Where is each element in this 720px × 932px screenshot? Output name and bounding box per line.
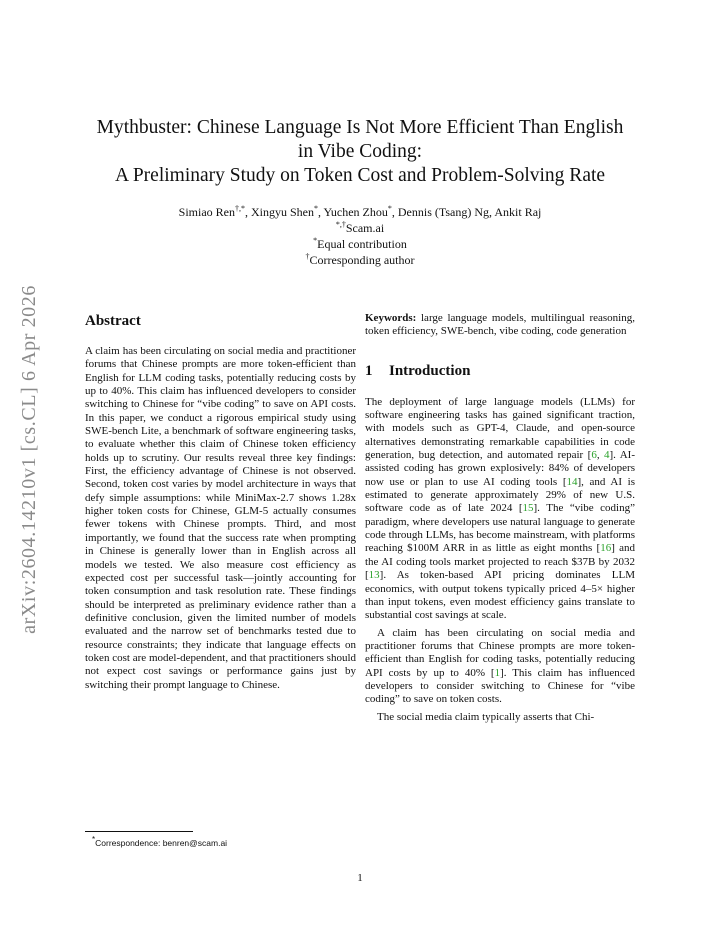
introduction-heading bbox=[365, 362, 635, 380]
author-4-5: Dennis (Tsang) Ng, Ankit Raj bbox=[397, 205, 542, 219]
footnote-divider bbox=[85, 831, 193, 832]
author-2: Xingyu Shen bbox=[250, 205, 314, 219]
title-line-2: in Vibe Coding: bbox=[297, 141, 423, 162]
section-number: 1 bbox=[365, 362, 373, 379]
author-list: Simiao Ren†,*, Xingyu Shen*, Yuchen Zhou*, Dennis (Tsang) Ng, Ankit Raj bbox=[178, 204, 542, 219]
title-line-1: Mythbuster: Chinese Language Is Not More Efficient Than English bbox=[96, 117, 624, 138]
left-column bbox=[85, 312, 356, 692]
intro-paragraph-2: A claim has been circulating on social media and practitioner forums that Chinese prompts are more token-efficient than English for coding tasks, potentially reducing API costs by up to 40% [1]. This claim has influenced developers to consider switching to Chinese for “vibe coding” to save on token costs. bbox=[365, 626, 636, 706]
footnote-mark: * bbox=[92, 835, 96, 845]
author-1-marks: †,* bbox=[234, 204, 245, 213]
citation-link[interactable]: 1 bbox=[494, 666, 501, 679]
citation-link[interactable]: 14 bbox=[566, 475, 578, 488]
page-number: 1 bbox=[357, 872, 363, 884]
citation-link[interactable]: 6 bbox=[591, 449, 597, 462]
arxiv-id-text: arXiv:2604.14210v1 [cs.CL] 6 Apr 2026 bbox=[17, 284, 40, 634]
affiliation bbox=[80, 220, 640, 236]
citation-link[interactable]: 15 bbox=[522, 502, 534, 515]
abstract-heading: Abstract bbox=[85, 313, 141, 329]
author-1: Simiao Ren bbox=[178, 205, 235, 219]
affiliation-org: Scam.ai bbox=[345, 221, 385, 235]
equal-contribution-note: *Equal contribution bbox=[313, 236, 407, 251]
title-line-3: A Preliminary Study on Token Cost and Problem-Solving Rate bbox=[114, 165, 606, 186]
keywords-label: Keywords: bbox=[365, 312, 417, 324]
right-column bbox=[365, 312, 635, 724]
footnote bbox=[92, 835, 228, 848]
title-block bbox=[80, 116, 640, 268]
author-3: Yuchen Zhou bbox=[323, 205, 388, 219]
section-title: Introduction bbox=[389, 362, 471, 379]
paper-title bbox=[80, 116, 640, 188]
keywords-text: large language models, multilingual reasoning, token efficiency, SWE-bench, vibe coding, code generation bbox=[365, 312, 635, 338]
arxiv-identifier-stamp bbox=[5, 264, 53, 654]
intro-paragraph-1: The deployment of large language models (LLMs) for software engineering tasks has gained significant traction, with models such as GPT-4, Claude, and open-source alternatives demonstrating remarkable capabilities in code generation, bug detection, and automated repair [6, 4]. AI-assisted coding has grown explosively: 84% of developers now use or plan to use AI coding tools [14], and AI is estimated to generate approximately 29% of new U.S. software code as of late 2024 [15]. The “vibe coding” paradigm, where developers use natural language to generate code through LLMs, has become mainstream, with platforms reaching $100M ARR in as little as eight months [16] and the AI coding tools market projected to reach $37B by 2032 [13]. As token-based API pricing dominates LLM economics, with output tokens typically priced 4–5× higher than input tokens, even modest efficiency gains translate to substantial cost savings at scale. bbox=[365, 395, 636, 622]
corresponding-author-note: †Corresponding author bbox=[305, 252, 415, 267]
citation-link[interactable]: 16 bbox=[600, 542, 612, 555]
abstract-text: A claim has been circulating on social media and practitioner forums that Chinese prompts are more token-efficient than English for LLM coding tasks, potentially reducing costs by up to 40%. This claim has influenced developers to consider switching to Chinese for “vibe coding” to save on API costs. In this paper, we conduct a rigorous empirical study using SWE-bench Lite, a benchmark of software engineering tasks, to evaluate whether this claim of Chinese token efficiency holds up to scrutiny. Our results reveal three key findings: First, the efficiency advantage of Chinese is not observed. Second, token cost varies by model architecture in ways that defy simple assumptions: while MiniMax-2.7 shows 1.28x higher token costs for Chinese, GLM-5 actually consumes fewer tokens with Chinese prompts. Third, and most importantly, we found that the success rate when prompting in Chinese is generally lower than in English across all models we tested. We also measure cost efficiency as expected cost per successful task—jointly accounting for token consumption and task resolution rate. These findings should be interpreted as preliminary evidence rather than a definitive conclusion, given the limited number of models evaluated and the narrow set of benchmarks tested due to resource constraints; they indicate that language effects on token cost are model-dependent, and that practitioners should not expect cost savings or performance gains just by switching their prompt language to Chinese. bbox=[85, 345, 356, 691]
footnote-text: Correspondence: benren@scam.ai bbox=[95, 838, 228, 848]
keywords bbox=[365, 312, 635, 339]
citation-link[interactable]: 4 bbox=[604, 449, 610, 462]
affiliation-marks: *,† bbox=[335, 220, 346, 229]
citation-link[interactable]: 13 bbox=[368, 569, 380, 582]
intro-paragraph-3: The social media claim typically asserts that Chi- bbox=[377, 710, 595, 723]
